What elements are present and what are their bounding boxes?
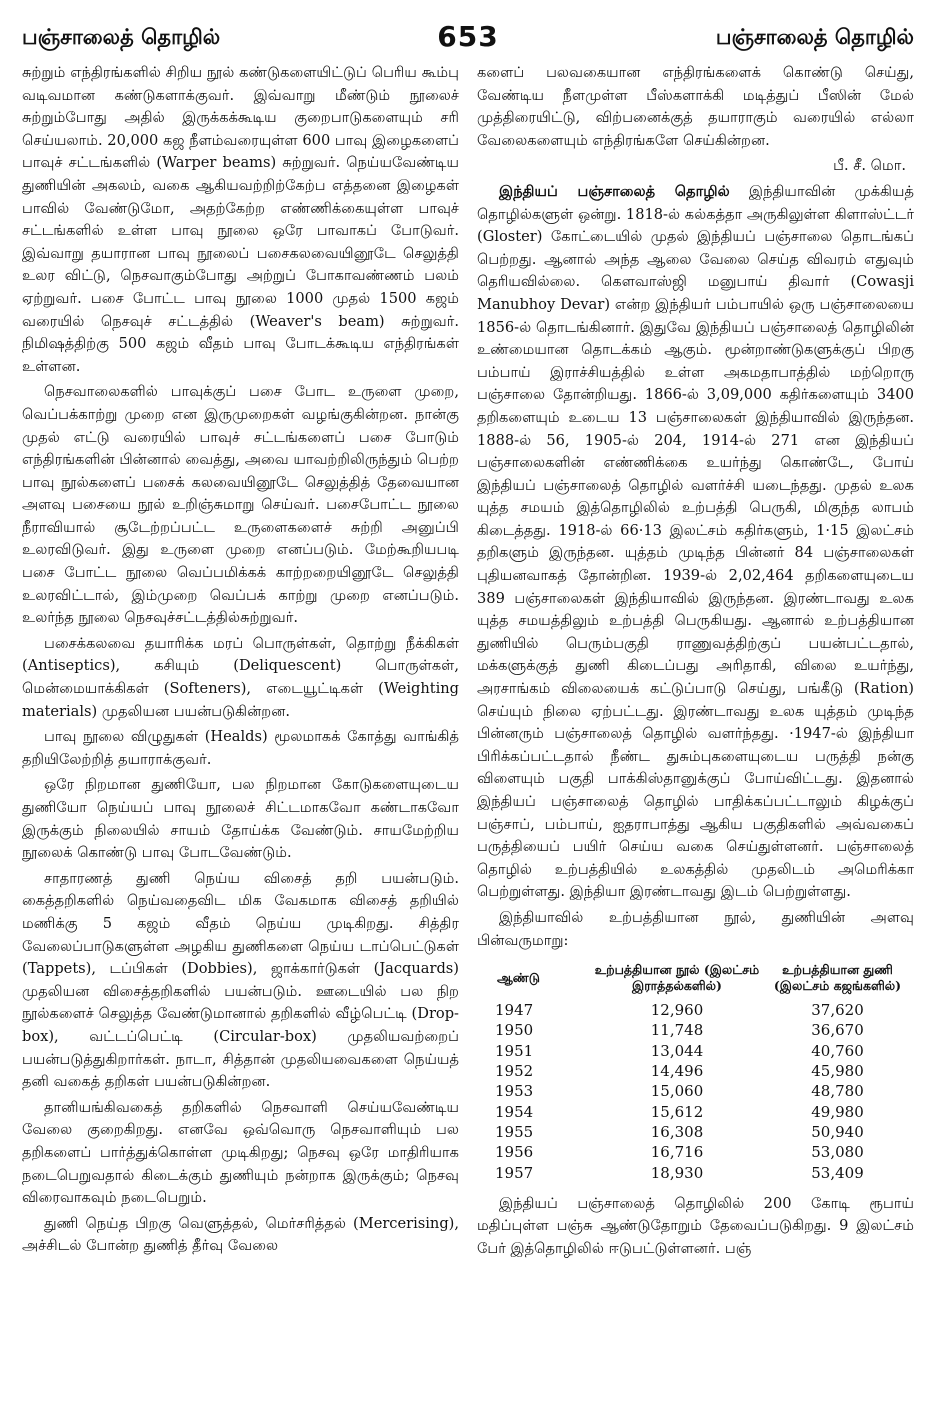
cloth-cell: 53,409 <box>811 1163 864 1182</box>
year-cell: 1951 <box>495 1041 534 1060</box>
column-header-cloth: உற்பத்தியான துணி (இலட்சம் கஜங்களில்) <box>773 962 902 994</box>
column-header-yarn: உற்பத்தியான நூல் (இலட்சம் இராத்தல்களில்) <box>594 962 760 994</box>
year-cell: 1953 <box>495 1082 534 1101</box>
production-table <box>477 960 914 1183</box>
table-row <box>477 1163 914 1183</box>
yarn-cell: 13,044 <box>650 1041 704 1060</box>
table-header-row <box>477 960 914 1000</box>
yarn-cell: 16,308 <box>650 1122 704 1141</box>
body-paragraph: பாவு நூலை விழுதுகள் (Healds) மூலமாகக் கோத்து வாங்கித் தறியிலேற்றித் தயாராக்குவர். <box>22 728 459 768</box>
table-row <box>477 1122 914 1142</box>
body-paragraph: ஒரே நிறமான துணியோ, பல நிறமான கோடுகளையுடைய துணியோ நெய்யப் பாவு நூலைச் சிட்டமாகவோ கண்டாகவோ இருக்கும் நிலையில் சாயம் தோய்க்க வேண்டும். சாயமேற்றிய நூலைக் கொண்டு பாவு போடவேண்டும். <box>22 776 459 862</box>
table-row <box>477 1102 914 1122</box>
cloth-cell: 50,940 <box>811 1122 864 1141</box>
yarn-cell: 11,748 <box>650 1021 704 1040</box>
cloth-cell: 53,080 <box>811 1143 864 1162</box>
table-row <box>477 1061 914 1081</box>
year-cell: 1956 <box>495 1143 534 1162</box>
cloth-cell: 37,620 <box>811 1001 864 1020</box>
year-cell: 1950 <box>495 1021 534 1040</box>
cloth-cell: 49,980 <box>811 1102 864 1121</box>
body-paragraph: தானியங்கிவகைத் தறிகளில் நெசவாளி செய்யவேண்டிய வேலை குறைகிறது. எனவே ஒவ்வொரு நெசவாளியும் பல தறிகளைப் பார்த்துக்கொள்ள முடிகிறது; நெசவு ஒரே மாதிரியாக நடைபெறுவதால் கிடைக்கும் துணியும் நன்றாக இருக்கும்; நெசவு விரைவாகவும் நடைபெறும். <box>22 1098 459 1207</box>
page-number: 653 <box>437 20 499 53</box>
body-paragraph: நெசவாலைகளில் பாவுக்குப் பசை போட உருளை முறை, வெப்பக்காற்று முறை என இருமுறைகள் வழங்குகின்றன. நான்கு முதல் எட்டு வரையில் பாவுச் சட்டங்களைப் பசை போடும் எந்திரங்களின் பின்னால் வைத்து, அவை யாவற்றிலிருந்தும் பெற்ற பாவு நூல்களைப் பசைக் கலவையினூடே செலுத்தித் தேவையான அளவு பசையை நூல் உறிஞ்சுமாறு செய்வர். பசைபோட்ட நூலை நீராவியால் சூடேற்றப்பட்ட உருளைகளைச் சுற்றி அனுப்பி உலரவிடுவர். இது உருளை முறை எனப்படும். மேற்கூறியபடி பசை போட்ட நூலை வெப்பமிக்கக் காற்றறையினூடே செலுத்தி உலரவிட்டால், இம்முறை வெப்பக் காற்று முறை எனப்படும். உலர்ந்த நூலை நெசவுச்சட்டத்தில்சுற்றுவர். <box>22 383 459 627</box>
section-heading: இந்தியப் பஞ்சாலைத் தொழில் <box>499 182 730 200</box>
body-paragraph: இந்தியாவில் உற்பத்தியான நூல், துணியின் அளவு பின்வருமாறு: <box>477 908 914 949</box>
closing-paragraph: இந்தியப் பஞ்சாலைத் தொழிலில் 200 கோடி ரூபாய் மதிப்புள்ள பஞ்சு ஆண்டுதோறும் தேவைப்படுகிறது. 9 இலட்சம் பேர் இத்தொழிலில் ஈடுபட்டுள்ளனர். பஞ் <box>477 1194 914 1258</box>
running-head-right: பஞ்சாலைத் தொழில் <box>715 24 914 49</box>
table-row <box>477 1000 914 1020</box>
year-cell: 1955 <box>495 1122 534 1141</box>
cloth-cell: 40,760 <box>811 1041 864 1060</box>
body-paragraph: சாதாரணத் துணி நெய்ய விசைத் தறி பயன்படும். கைத்தறிகளில் நெய்வதைவிட மிக வேகமாக விசைத் தறியில் மணிக்கு 5 கஜம் வீதம் நெய்ய முடிகிறது. சித்திர வேலைப்பாடுகளுள்ள அழகிய துணிகளை நெய்ய டாப்பெட்டுகள் (Tappets), டப்பிகள் (Dobbies), ஜாக்கார்டுகள் (Jacquards) முதலியன விசைத்தறிகளில் பயன்படும். ஊடையில் பல நிற நூல்களைச் செலுத்த வேண்டுமானால் தறிகளில் வீழ்பெட்டி (Drop-box), வட்டப்பெட்டி (Circular-box) முதலியவற்றைப் பயன்படுத்துகிறார்கள். நாடா, சித்தான் முதலியவைகளை நெய்யத் தனி வகைத் தறிகள் பயன்படுகின்றன. <box>22 869 459 1091</box>
table-row <box>477 1041 914 1061</box>
year-cell: 1952 <box>495 1062 534 1081</box>
table-row <box>477 1081 914 1101</box>
author-initials: பீ. சீ. மொ. <box>833 157 906 175</box>
body-paragraph: சுற்றும் எந்திரங்களில் சிறிய நூல் கண்டுகளையிட்டுப் பெரிய கூம்பு வடிவமான கண்டுகளாக்குவர். இவ்வாறு மீண்டும் நூலைச் சுற்றும்போது அதில் இருக்கக்கூடிய குறைபாடுகளையும் சரி செய்யலாம். 20,000 கஜ நீளம்வரையுள்ள 600 பாவு இழைகளைப் பாவுச் சட்டங்களில் (Warper beams) சுற்றுவர். நெய்யவேண்டிய துணியின் அகலம், வகை ஆகியவற்றிற்கேற்ப எத்தனை இழைகள் பாவில் வேண்டுமோ, அதற்கேற்ற எண்ணிக்கையுள்ள பாவுச் சட்டங்களில் உள்ள பாவு நூலை ஒரே பாவாகப் போடுவர். இவ்வாறு தயாரான பாவு நூலைப் பசைகலவையினூடே செலுத்தி உலர விட்டு, நெசவாகும்போது அற்றுப் போகாவண்ணம் பலம் ஏற்றுவர். பசை போட்ட பாவு நூலை 1000 முதல் 1500 கஜம் வரையில் நெசவுச் சட்டத்தில் (Weaver's beam) சுற்றுவர். நிமிஷத்திற்கு 500 கஜம் வீதம் பாவு போடக்கூடிய எந்திரங்கள் உள்ளன. <box>22 64 459 375</box>
table-row <box>477 1142 914 1162</box>
yarn-cell: 15,612 <box>650 1102 704 1121</box>
cloth-cell: 36,670 <box>811 1021 864 1040</box>
cloth-cell: 48,780 <box>811 1082 864 1101</box>
section-paragraph <box>477 181 914 904</box>
table-row <box>477 1020 914 1040</box>
two-column-body <box>22 62 914 1261</box>
year-cell: 1957 <box>495 1163 534 1182</box>
column-header-year: ஆண்டு <box>497 970 540 986</box>
year-cell: 1947 <box>495 1001 534 1020</box>
yarn-cell: 12,960 <box>650 1001 704 1020</box>
page-header <box>22 20 914 54</box>
yarn-cell: 14,496 <box>650 1062 704 1081</box>
yarn-cell: 16,716 <box>650 1143 704 1162</box>
running-head-left: பஞ்சாலைத் தொழில் <box>22 24 221 49</box>
right-column <box>477 62 914 1261</box>
year-cell: 1954 <box>495 1102 534 1121</box>
section-body: இந்தியாவின் முக்கியத் தொழில்களுள் ஒன்று. 1818-ல் கல்கத்தா அருகிலுள்ள கிளாஸ்ட்டர் (Gloster) கோட்டையில் முதல் இந்தியப் பஞ்சாலை தொடங்கப் பெற்றது. ஆனால் அந்த ஆலை வேலை செய்த விவரம் எதுவும் தெரியவில்லை. கௌவாஸ்ஜி மனுபாய் திவார் (Cowasji Manubhoy Devar) என்ற இந்தியர் பம்பாயில் ஒரு பஞ்சாலையை 1856-ல் தொடங்கினார். இதுவே இந்தியப் பஞ்சாலைத் தொழிலின் உண்மையான தொடக்கம் ஆகும். மூன்றாண்டுகளுக்குப் பிறகு பம்பாய் இராச்சியத்தில் உள்ள அகமதாபாத்தில் மற்றொரு பஞ்சாலை தோன்றியது. 1866-ல் 3,09,000 கதிர்களையும் 3400 தறிகளையும் உடைய 13 பஞ்சாலைகள் இந்தியாவில் இருந்தன. 1888-ல் 56, 1905-ல் 204, 1914-ல் 271 என இந்தியப் பஞ்சாலைகளின் எண்ணிக்கை உயர்ந்து கொண்டே, போய் இந்தியப் பஞ்சாலைத் தொழில் வளர்ச்சி யடைந்தது. முதல் உலக யுத்த சமயம் இத்தொழிலில் உற்பத்தி பெருகி, மிகுந்த லாபம் கிடைத்தது. 1918-ல் 66·13 இலட்சம் கதிர்களும், 1·15 இலட்சம் தறிகளும் இருந்தன. யுத்தம் முடிந்த பின்னர் 84 பஞ்சாலைகள் புதியனவாகத் தோன்றின. 1939-ல் 2,02,464 தறிகளையுடைய 389 பஞ்சாலைகள் இந்தியாவில் இருந்தன. இரண்டாவது உலக யுத்த சமயத்திலும் உற்பத்தி பெருகியது. ஆனால் உற்பத்தியான துணியில் பெரும்பகுதி ராணுவத்திற்குப் பயன்பட்டதால், மக்களுக்குத் துணி கிடைப்பது அரிதாகி, விலை உயர்ந்து, அரசாங்கம் விலையைக் கட்டுப்பாடு செய்து, பங்கீடு (Ration) செய்யும் நிலை ஏற்பட்டது. இரண்டாவது உலக யுத்தம் முடிந்த பின்னரும் பஞ்சாலைத் தொழில் வளர்ந்தது. ·1947-ல் இந்தியா பிரிக்கப்பட்டதால் நீண்ட துசும்புகளையுடைய பருத்தி நன்கு விளையும் பகுதி பாக்கிஸ்தானுக்குப் போய்விட்டது. இதனால் இந்தியப் பஞ்சாலைத் தொழில் பாதிக்கப்பட்டாலும் கிழக்குப் பஞ்சாப், பம்பாய், ஐதராபாத்து ஆகிய பகுதிகளில் அவ்வகைப் பருத்தியைப் பயிர் செய்ய வகை செய்துள்ளனர். பஞ்சாலைத் தொழில் உற்பத்தியில் உலகத்தில் முதலிடம் அமெரிக்கா பெற்றுள்ளது. இந்தியா இரண்டாவது இடம் பெற்றுள்ளது. <box>477 182 915 901</box>
body-paragraph: பசைக்கலவை தயாரிக்க மரப் பொருள்கள், தொற்று நீக்கிகள் (Antiseptics), கசியும் (Deliquescent) பொருள்கள், மென்மையாக்கிகள் (Softeners), எடையூட்டிகள் (Weighting materials) முதலியன பயன்படுகின்றன. <box>22 634 459 720</box>
body-paragraph: களைப் பலவகையான எந்திரங்களைக் கொண்டு செய்து, வேண்டிய நீளமுள்ள பீஸ்களாக்கி மடித்துப் பீஸின் மேல் முத்திரையிட்டு, விற்பனைக்குத் தயாராகும் வரையில் எல்லா வேலைகளையும் எந்திரங்களே செய்கின்றன. <box>477 64 914 149</box>
cloth-cell: 45,980 <box>811 1062 864 1081</box>
yarn-cell: 15,060 <box>650 1082 704 1101</box>
body-paragraph: துணி நெய்த பிறகு வெளுத்தல், மெர்சரித்தல் (Mercerising), அச்சிடல் போன்ற துணித் தீர்வு வேலை <box>22 1214 459 1255</box>
yarn-cell: 18,930 <box>650 1163 704 1182</box>
left-column <box>22 62 459 1261</box>
